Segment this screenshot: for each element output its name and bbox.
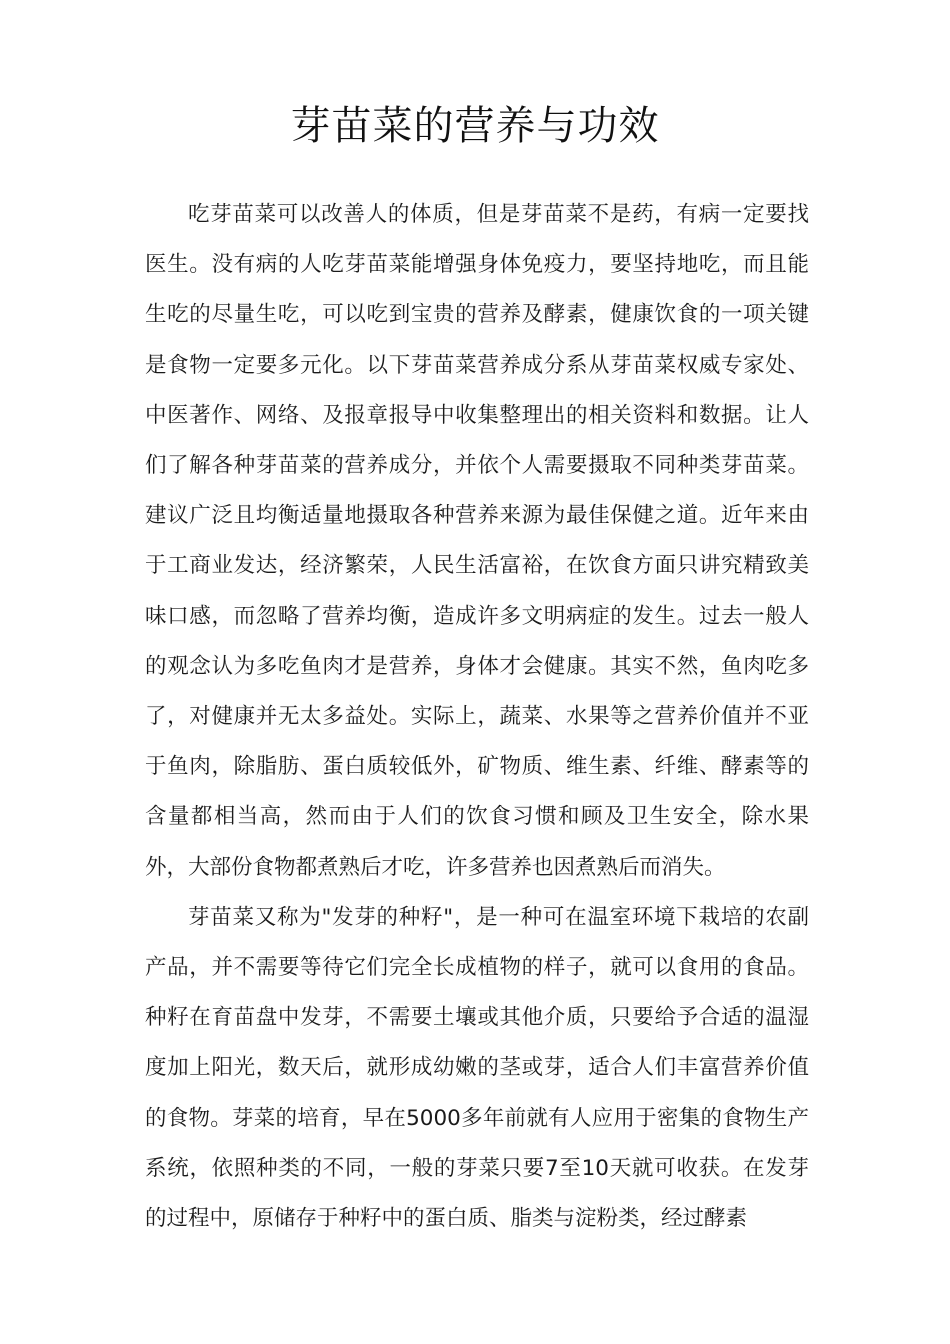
- document-title: 芽苗菜的营养与功效: [290, 103, 660, 149]
- paragraph: 芽苗菜又称为"发芽的种籽"，是一种可在温室环境下栽培的农副产品，并不需要等待它们完全长成植物的样子，就可以食用的食品。种籽在育苗盘中发芽，不需要土壤或其他介质，只要给予合适的温湿度加上阳光，数天后，就形成幼嫩的茎或芽，适合人们丰富营养价值的食物。芽菜的培育，早在5000多年前就有人应用于密集的食物生产系统，依照种类的不同，一般的芽菜只要7至10天就可收获。在发芽的过程中，原储存于种籽中的蛋白质、脂类与淀粉类，经过酵素: [145, 904, 809, 1232]
- paragraph: 吃芽苗菜可以改善人的体质，但是芽苗菜不是药，有病一定要找医生。没有病的人吃芽苗菜能增强身体免疫力，要坚持地吃，而且能生吃的尽量生吃，可以吃到宝贵的营养及酵素，健康饮食的一项关键是食物一定要多元化。以下芽苗菜营养成分系从芽苗菜权威专家处、中医著作、网络、及报章报导中收集整理出的相关资料和数据。让人们了解各种芽苗菜的营养成分，并依个人需要摄取不同种类芽苗菜。建议广泛且均衡适量地摄取各种营养来源为最佳保健之道。近年来由于工商业发达，经济繁荣，人民生活富裕，在饮食方面只讲究精致美味口感，而忽略了营养均衡，造成许多文明病症的发生。过去一般人的观念认为多吃鱼肉才是营养，身体才会健康。其实不然，鱼肉吃多了，对健康并无太多益处。实际上，蔬菜、水果等之营养价值并不亚于鱼肉，除脂肪、蛋白质较低外，矿物质、维生素、纤维、酵素等的含量都相当高，然而由于人们的饮食习惯和顾及卫生安全，除水果外，大部份食物都煮熟后才吃，许多营养也因煮熟后而消失。: [145, 202, 809, 880]
- document-body: [145, 190, 809, 1244]
